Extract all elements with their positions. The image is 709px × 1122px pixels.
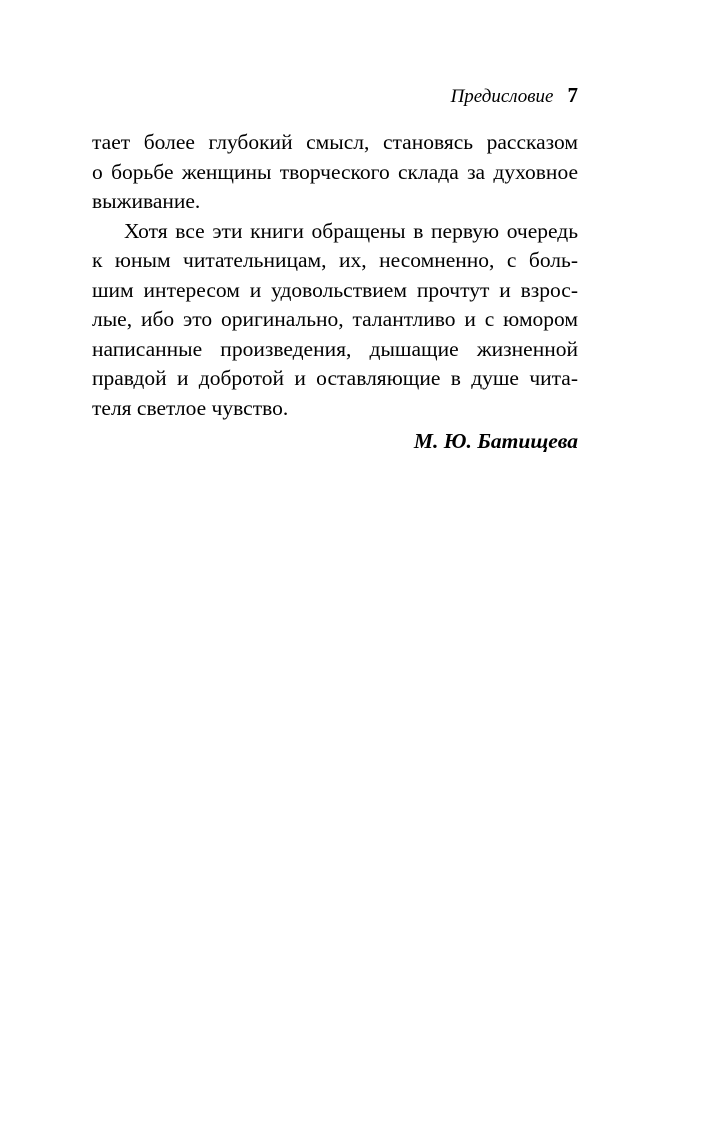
text-line: выживание. <box>92 189 201 213</box>
paragraph-2 <box>92 217 578 424</box>
section-title: Предисловие <box>450 86 554 107</box>
body-text <box>92 128 578 423</box>
text-line: к юным читательницам, их, несомненно, с боль- <box>92 248 578 272</box>
text-line: написанные произведения, дышащие жизненной <box>92 336 578 361</box>
page-number: 7 <box>567 83 578 107</box>
text-line: о борьбе женщины творческого склада за духовное <box>92 159 578 184</box>
text-line: тает более глубокий смысл, становясь рассказом <box>92 130 578 154</box>
text-line: лые, ибо это оригинально, талантливо и с юмором <box>92 307 578 331</box>
text-line: шим интересом и удовольствием прочтут и взрос- <box>92 277 578 302</box>
text-line: Хотя все эти книги обращены в первую очередь <box>124 218 578 243</box>
running-head <box>92 82 578 110</box>
text-line: теля светлое чувство. <box>92 395 289 420</box>
text-line: правдой и добротой и оставляющие в душе чита- <box>92 366 578 390</box>
author-signature: М. Ю. Батищева <box>413 429 578 453</box>
paragraph-1 <box>92 128 578 217</box>
